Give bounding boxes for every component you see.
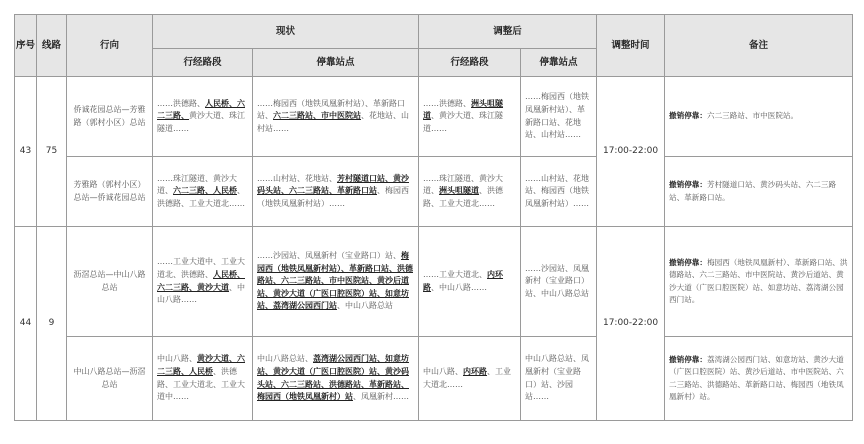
current-stops-cell: ……山村站、花地站、芳村隧道口站、黄沙码头站、六二三路站、革新路口站、梅园西（地铁凤凰新村站）……: [253, 157, 419, 227]
remarks-cell: 撤销停靠：芳村隧道口站、黄沙码头站、六二三路站、革新路口站。: [665, 157, 853, 227]
header-line: 线路: [37, 15, 67, 77]
remarks-cell: 撤销停靠：六二三路站、市中医院站。: [665, 77, 853, 157]
current-route-cell: ……珠江隧道、黄沙大道、六二三路、人民桥、洪德路、工业大道北……: [153, 157, 253, 227]
adjusted-stops-cell: ……山村站、花地站、梅园西（地铁凤凰新村站）……: [521, 157, 597, 227]
header-direction: 行向: [67, 15, 153, 77]
adjusted-stops-cell: ……梅园西（地铁凤凰新村站）、革新路口站、花地站、山村站……: [521, 77, 597, 157]
adjusted-stops-cell: 中山八路总站、凤凰新村（宝业路口）站、沙园站……: [521, 337, 597, 421]
line-cell: 75: [37, 77, 67, 227]
table-row: [15, 157, 853, 227]
adjusted-route-cell: ……珠江隧道、黄沙大道、洲头咀隧道、洪德路、工业大道北……: [419, 157, 521, 227]
line-cell: 9: [37, 227, 67, 421]
direction-cell: 沥滘总站—中山八路总站: [67, 227, 153, 337]
header-remarks: 备注: [665, 15, 853, 77]
adjusted-route-cell: ……洪德路、洲头咀隧道、黄沙大道、珠江隧道……: [419, 77, 521, 157]
adjusted-route-cell: ……工业大道北、内环路、中山八路……: [419, 227, 521, 337]
time-cell: 17:00-22:00: [597, 77, 665, 227]
adjusted-route-cell: 中山八路、内环路、工业大道北……: [419, 337, 521, 421]
header-adjusted-route-segment: 行经路段: [419, 49, 521, 77]
header-time: 调整时间: [597, 15, 665, 77]
header-route-segment: 行经路段: [153, 49, 253, 77]
time-cell: 17:00-22:00: [597, 227, 665, 421]
current-route-cell: ……工业大道中、工业大道北、洪德路、人民桥、六二三路、黄沙大道、中山八路……: [153, 227, 253, 337]
current-route-cell: 中山八路、黄沙大道、六二三路、人民桥、洪德路、工业大道北、工业大道中……: [153, 337, 253, 421]
table-row: [15, 227, 853, 337]
bus-route-adjustment-table: [14, 14, 853, 421]
current-stops-cell: 中山八路总站、荔湾湖公园西门站、如意坊站、黄沙大道（广医口腔医院）站、黄沙码头站、六二三路站、洪德路站、革新路站、梅园西（地铁凤凰新村）站、凤凰新村……: [253, 337, 419, 421]
table-row: [15, 337, 853, 421]
current-route-cell: ……洪德路、人民桥、六二三路、黄沙大道、珠江隧道……: [153, 77, 253, 157]
header-stops: 停靠站点: [253, 49, 419, 77]
current-stops-cell: ……沙园站、凤凰新村（宝业路口）站、梅园西（地铁凤凰新村站）、革新路口站、洪德路站、六二三路站、市中医院站、黄沙后道站、黄沙大道（广医口腔医院）站、如意坊站、荔湾湖公园西门站、中山八路总站: [253, 227, 419, 337]
direction-cell: 侨诚花园总站—芳雅路（郭村小区）总站: [67, 77, 153, 157]
direction-cell: 中山八路总站—沥滘总站: [67, 337, 153, 421]
header-seq: 序号: [15, 15, 37, 77]
header-adjusted-stops: 停靠站点: [521, 49, 597, 77]
table-header: [15, 15, 853, 77]
table-row: [15, 77, 853, 157]
remarks-cell: 撤销停靠：梅园西（地铁凤凰新村）、革新路口站、洪德路站、六二三路站、市中医院站、黄沙后道站、黄沙大道（广医口腔医院）站、如意坊站、荔湾湖公园西门站。: [665, 227, 853, 337]
seq-cell: 44: [15, 227, 37, 421]
remarks-cell: 撤销停靠：荔湾湖公园西门站、如意坊站、黄沙大道（广医口腔医院）站、黄沙后道站、市中医院站、六二三路站、洪德路站、革新路口站、梅园西（地铁凤凰新村）站。: [665, 337, 853, 421]
seq-cell: 43: [15, 77, 37, 227]
header-current: 现状: [153, 15, 419, 49]
direction-cell: 芳雅路（郭村小区）总站—侨诚花园总站: [67, 157, 153, 227]
header-adjusted: 调整后: [419, 15, 597, 49]
adjusted-stops-cell: ……沙园站、凤凰新村（宝业路口）站、中山八路总站: [521, 227, 597, 337]
current-stops-cell: ……梅园西（地铁凤凰新村站）、革新路口站、六二三路站、市中医院站、花地站、山村站……: [253, 77, 419, 157]
